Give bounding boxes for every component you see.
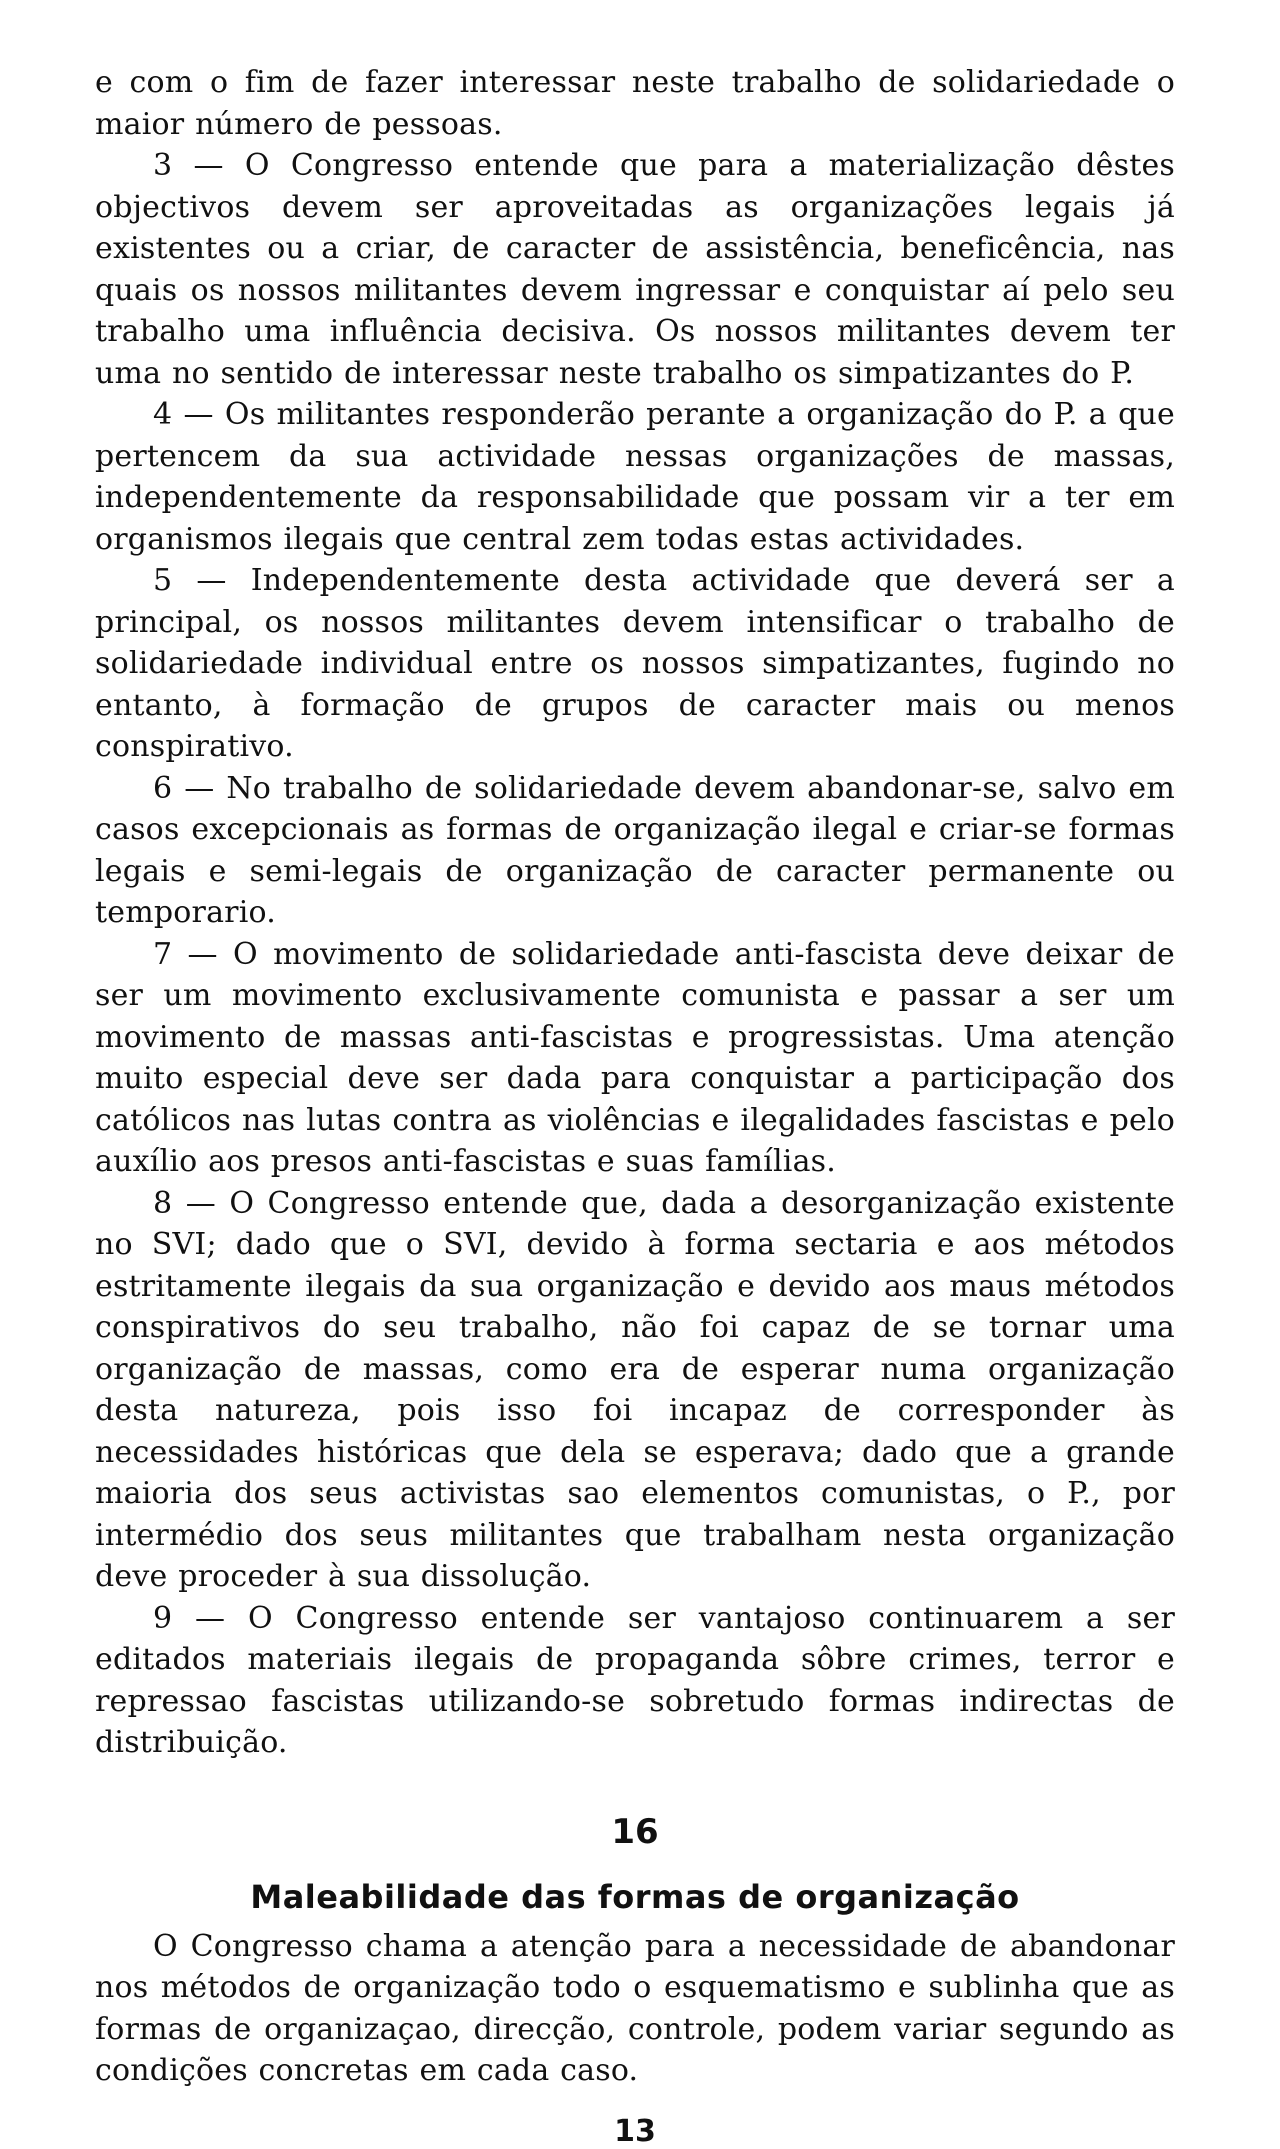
document-page bbox=[95, 62, 1175, 2149]
section-body-paragraph: O Congresso chama a atenção para a necessidade de abandonar nos métodos de organização todo o esquematismo e sublinha que as formas de organizaçao, direcção, controle, podem variar segundo as condições concretas em cada caso. bbox=[95, 1928, 1175, 2088]
paragraph-item-9: 9 — O Congresso entende ser vantajoso continuarem a ser editados materiais ilegais de propaganda sôbre crimes, terror e repressao fascistas utilizando-se sobretudo formas indirectas de distribuição. bbox=[95, 1600, 1175, 1760]
page-number: 13 bbox=[614, 2113, 656, 2149]
section-number: 16 bbox=[611, 1811, 659, 1852]
paragraph-item-6: 6 — No trabalho de solidariedade devem abandonar-se, salvo em casos excepcionais as formas de organização ilegal e criar-se formas legais e semi-legais de organização de caracter permanente ou temporario. bbox=[95, 770, 1175, 930]
paragraph-continuation: e com o fim de fazer interessar neste trabalho de solidariedade o maior número de pessoas. bbox=[95, 65, 1175, 142]
section-title: Maleabilidade das formas de organização bbox=[250, 1877, 1020, 1916]
paragraph-item-4: 4 — Os militantes responderão perante a organização do P. a que pertencem da sua actividade nessas organizações de massas, independentemente da responsabilidade que possam vir a ter em organismos ilegais que central zem todas estas actividades. bbox=[95, 397, 1175, 557]
paragraph-item-8: 8 — O Congresso entende que, dada a desorganização existente no SVI; dado que o SVI, devido à forma sectaria e aos métodos estritamente ilegais da sua organização e devido aos maus métodos conspirativos do seu trabalho, não foi capaz de se tornar uma organização de massas, como era de esperar numa organização desta natureza, pois isso foi incapaz de corresponder às necessidades históricas que dela se esperava; dado que a grande maioria dos seus activistas sao elementos comunistas, o P., por intermédio dos seus militantes que trabalham nesta organização deve proceder à sua dissolução. bbox=[95, 1185, 1175, 1594]
paragraph-item-5: 5 — Independentemente desta actividade que deverá ser a principal, os nossos militantes devem intensificar o trabalho de solidariedade individual entre os nossos simpatizantes, fugindo no entanto, à formação de grupos de caracter mais ou menos conspirativo. bbox=[95, 563, 1175, 764]
paragraph-item-7: 7 — O movimento de solidariedade anti-fascista deve deixar de ser um movimento exclusivamente comunista e passar a ser um movimento de massas anti-fascistas e progressistas. Uma atenção muito especial deve ser dada para conquistar a participação dos católicos nas lutas contra as violências e ilegalidades fascistas e pelo auxílio aos presos anti-fascistas e suas famílias. bbox=[95, 936, 1175, 1179]
paragraph-item-3: 3 — O Congresso entende que para a materialização dêstes objectivos devem ser aproveitadas as organizações legais já existentes ou a criar, de caracter de assistência, beneficência, nas quais os nossos militantes devem ingressar e conquistar aí pelo seu trabalho uma influência decisiva. Os nossos militantes devem ter uma no sentido de interessar neste trabalho os simpatizantes do P. bbox=[95, 148, 1175, 391]
